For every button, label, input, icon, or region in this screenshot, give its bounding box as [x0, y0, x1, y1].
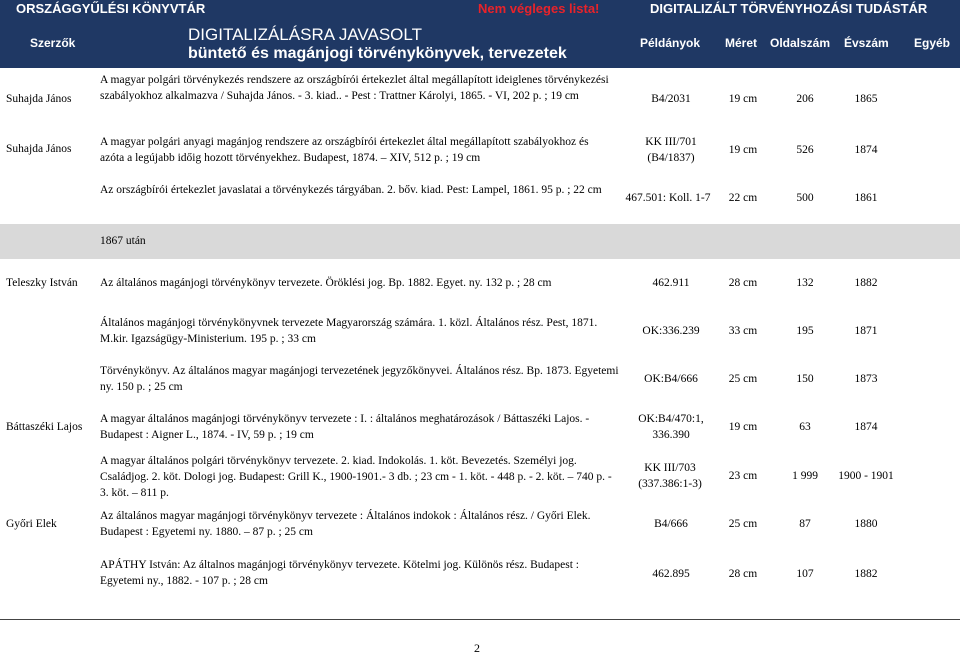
pages: 87	[799, 518, 811, 530]
library-name: ORSZÁGGYŰLÉSI KÖNYVTÁR	[16, 1, 206, 16]
pages: 107	[796, 568, 814, 580]
year: 1861	[854, 192, 878, 204]
copy-id: OK:B4/666	[644, 373, 698, 385]
year: 1882	[854, 568, 878, 580]
page-bottom-rule	[0, 619, 960, 620]
page-number: 2	[474, 641, 480, 655]
size: 25 cm	[728, 518, 758, 530]
repository-name: DIGITALIZÁLT TÖRVÉNYHOZÁSI TUDÁSTÁR	[650, 1, 928, 16]
pages: 150	[796, 373, 814, 385]
size: 23 cm	[728, 470, 758, 482]
author: Suhajda János	[6, 143, 72, 155]
author: Teleszky István	[6, 277, 78, 289]
col-authors: Szerzők	[30, 36, 76, 50]
size: 28 cm	[728, 568, 758, 580]
size: 33 cm	[728, 325, 758, 337]
description: A magyar általános polgári törvénykönyv tervezete. 2. kiad. Indokolás. 1. köt. Bevezetés. Személyi jog. Családjog. 2. köt. Dologi jog. Budapest: Grill K., 1900-1901.- 3 db. ; 23 cm - 1. köt. - 448 p. - 2. köt. – 740 p. - 3. köt. – 811 p.	[100, 455, 612, 499]
description: Általános magánjogi törvénykönyvnek tervezete Magyarország számára. 1. közl. Általános rész. Pest, 1871. M.kir. Igazságügy-Ministerium. 195 p. ; 33 cm	[100, 317, 598, 345]
description: Törvénykönyv. Az általános magyar magánjogi tervezetének jegyzőkönyvei. Általános rész. Bp. 1873. Egyetemi ny. 150 p. ; 25 cm	[100, 365, 619, 393]
copy-id: 462.895	[652, 568, 690, 580]
col-pages: Oldalszám	[770, 36, 831, 50]
year: 1874	[854, 421, 878, 433]
year: 1871	[854, 325, 878, 337]
size: 19 cm	[728, 93, 758, 105]
draft-notice: Nem végleges lista!	[478, 1, 600, 16]
copy-id: OK:B4/470:1, 336.390	[638, 413, 704, 441]
size: 25 cm	[728, 373, 758, 385]
col-other: Egyéb	[914, 36, 951, 50]
copy-id: 462.911	[652, 277, 690, 289]
size: 19 cm	[728, 144, 758, 156]
description: A magyar polgári anyagi magánjog rendszere az országbírói értekezlet által megállapított szabályokhoz és azóta a legújabb időig hozott törvényekhez. Budapest, 1874. – XIV, 512 p. ; 19 cm	[100, 136, 589, 164]
year: 1900 - 1901	[838, 470, 894, 482]
copy-id: B4/666	[654, 518, 688, 530]
size: 28 cm	[728, 277, 758, 289]
description: APÁTHY István: Az általnos magánjogi törvénykönyv tervezete. Kötelmi jog. Különös rész. Budapest : Egyetemi ny., 1882. - 107 p. ; 28 cm	[100, 559, 579, 587]
size: 22 cm	[728, 192, 758, 204]
copy-id: KK III/701 (B4/1837)	[645, 136, 697, 164]
section-band	[0, 224, 960, 259]
year: 1865	[854, 93, 878, 105]
author: Suhajda János	[6, 93, 72, 105]
copy-id: OK:336.239	[642, 325, 700, 337]
page-subtitle: büntető és magánjogi törvénykönyvek, tervezetek	[188, 45, 567, 62]
copy-id: B4/2031	[651, 93, 691, 105]
year: 1874	[854, 144, 878, 156]
section-label: 1867 után	[100, 235, 146, 247]
pages: 500	[796, 192, 814, 204]
pages: 195	[796, 325, 814, 337]
description: A magyar általános magánjogi törvénykönyv tervezete : I. : általános meghatározások / Báttaszéki Lajos. - Budapest : Aigner L., 1874. - IV, 59 p. ; 19 cm	[100, 413, 590, 441]
copy-id: 467.501: Koll. 1-7	[625, 192, 711, 204]
pages: 206	[796, 93, 814, 105]
col-year: Évszám	[844, 36, 889, 50]
author: Báttaszéki Lajos	[6, 421, 83, 433]
description: Az általános magyar magánjogi törvénykönyv tervezete : Általános indokok : Általános rész. / Győri Elek. Budapest : Egyetemi ny. 1880. – 87 p. ; 25 cm	[100, 510, 591, 538]
year: 1873	[854, 373, 878, 385]
pages: 132	[796, 277, 814, 289]
description: Az általános magánjogi törvénykönyv tervezete. Öröklési jog. Bp. 1882. Egyet. ny. 132 p. ; 28 cm	[100, 277, 552, 289]
pages: 1 999	[792, 470, 818, 482]
size: 19 cm	[728, 421, 758, 433]
copy-id: KK III/703 (337.386:1-3)	[638, 462, 702, 490]
pages: 63	[799, 421, 811, 433]
description: A magyar polgári törvénykezés rendszere az országbírói értekezlet által megállapított ideiglenes törvénykezési szabályokhoz alkalmazva / Suhajda János. - 3. kiad.. - Pest : Trattner Károlyi, 1865. - VI, 202 p. ; 19 cm	[100, 74, 609, 102]
year: 1882	[854, 277, 878, 289]
table-header	[0, 18, 960, 68]
pages: 526	[796, 144, 814, 156]
description: Az országbírói értekezlet javaslatai a törvénykezés tárgyában. 2. bőv. kiad. Pest: Lampel, 1861. 95 p. ; 22 cm	[100, 184, 602, 196]
author: Győri Elek	[6, 518, 57, 530]
year: 1880	[854, 518, 878, 530]
page-title: DIGITALIZÁLÁSRA JAVASOLT	[188, 25, 422, 44]
top-bar	[0, 0, 960, 18]
col-size: Méret	[725, 36, 758, 50]
col-copies: Példányok	[640, 36, 701, 50]
